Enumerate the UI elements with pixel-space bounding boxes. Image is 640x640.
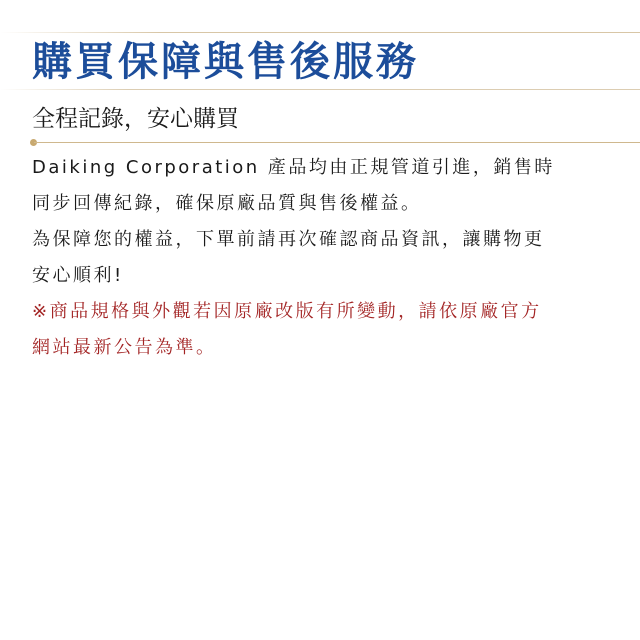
subtitle-divider [34,142,640,143]
top-divider [0,32,640,33]
description-line: 安心順利! [32,265,124,286]
description-line: Daiking Corporation 產品均由正規管道引進，銷售時 [32,157,555,178]
section-subtitle: 全程記錄，安心購買 [32,106,239,132]
title-divider [0,89,640,90]
notice-line: ※商品規格與外觀若因原廠改版有所變動，請依原廠官方 [32,301,542,322]
description-block [32,150,622,366]
description-line: 為保障您的權益，下單前請再次確認商品資訊，讓購物更 [32,229,545,250]
description-line: 同步回傳紀錄，確保原廠品質與售後權益。 [32,193,422,214]
notice-line: 網站最新公告為準。 [32,337,217,358]
page-title: 購買保障與售後服務 [32,39,419,85]
